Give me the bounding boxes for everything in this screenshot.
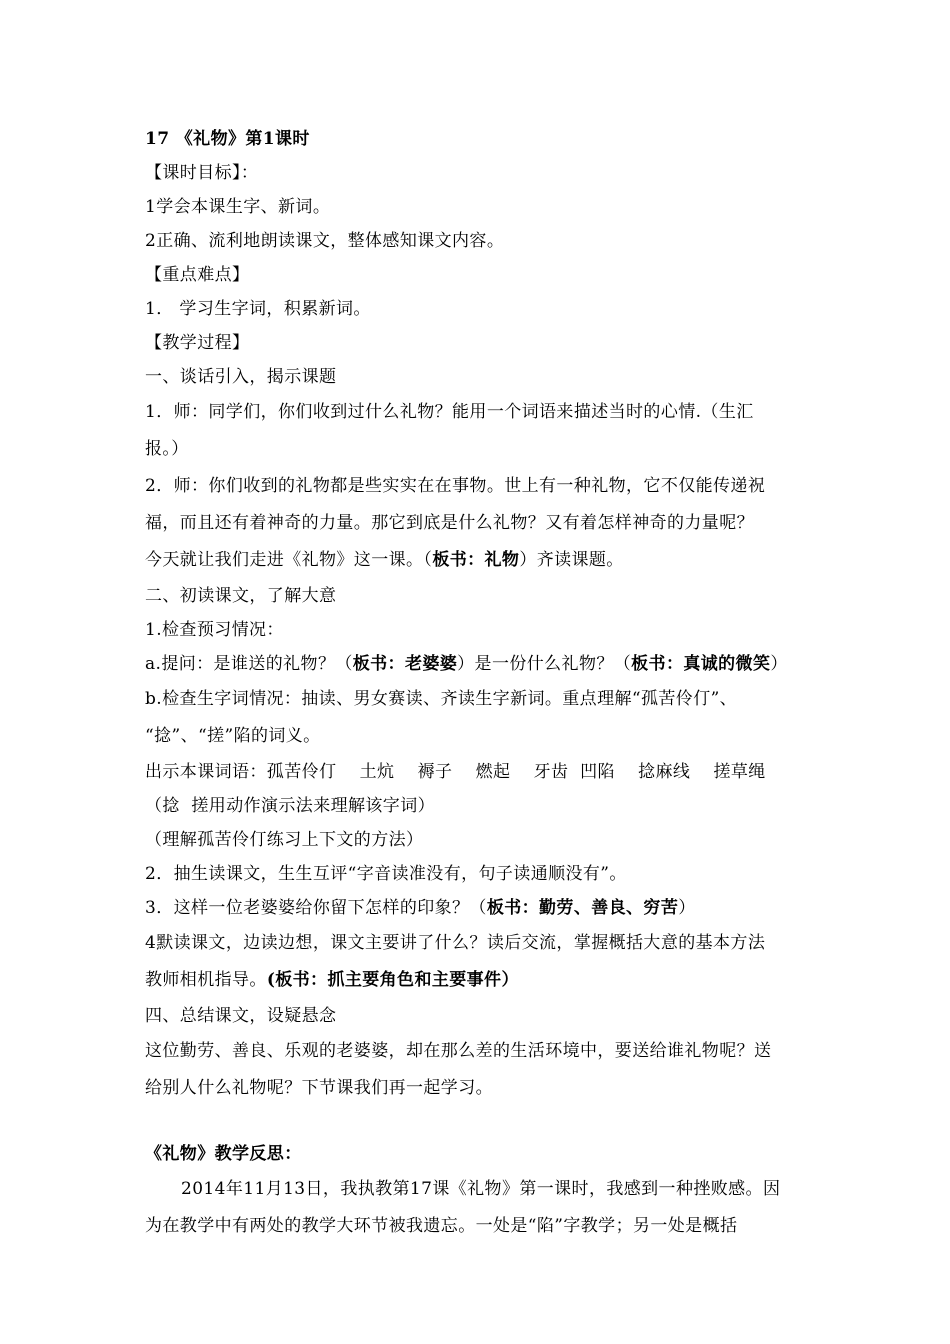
question-b-line-2: “捻”、“搓”陷的词义。 [145, 726, 321, 746]
summary-line-2: 给别人什么礼物呢？下节课我们再一起学习。 [145, 1078, 493, 1098]
item-2: 2．抽生读课文，生生互评“字音读准没有，句子读通顺没有”。 [145, 864, 627, 884]
paragraph-1-line-2: 报。） [145, 439, 189, 459]
text-segment: ）齐读课题。 [519, 550, 624, 570]
question-b-line-1: b.检查生字词情况：抽读、男女赛读、齐读生字新词。重点理解“孤苦伶仃”、 [145, 689, 738, 709]
note-2: （理解孤苦伶仃练习上下文的方法） [145, 830, 424, 850]
board-note: (板书：抓主要角色和主要事件） [266, 970, 519, 990]
text-segment: ）是一份什么礼物？（ [457, 654, 632, 674]
section-1-heading: 一、谈话引入，揭示课题 [145, 367, 337, 387]
reflection-heading: 《礼物》教学反思： [145, 1144, 302, 1164]
vocabulary-list: 出示本课词语：孤苦伶仃 土炕 褥子 燃起 牙齿 凹陷 捻麻线 搓草绳 [145, 762, 766, 782]
lesson-title: 17 《礼物》第1课时 [145, 129, 310, 149]
text-segment: ） [678, 898, 696, 918]
text-segment: a.提问：是谁送的礼物？（ [145, 654, 353, 674]
text-segment: 教师相机指导。 [145, 970, 267, 990]
text-segment: 3．这样一位老婆婆给你留下怎样的印象？（ [145, 898, 487, 918]
text-segment: ） [770, 654, 788, 674]
item-3 [145, 891, 810, 925]
board-note: 板书：礼物 [432, 550, 520, 570]
text-segment: 今天就让我们走进《礼物》这一课。（ [145, 550, 433, 570]
spacer [145, 1107, 810, 1137]
section-2-heading: 二、初读课文，了解大意 [145, 586, 337, 606]
paragraph-2-line-3 [145, 542, 810, 579]
goal-item-2: 2正确、流利地朗读课文，整体感知课文内容。 [145, 231, 505, 251]
summary-line-1: 这位勤劳、善良、乐观的老婆婆，却在那么差的生活环境中，要送给谁礼物呢？送 [145, 1041, 772, 1061]
paragraph-2-line-1: 2．师：你们收到的礼物都是些实实在在事物。世上有一种礼物，它不仅能传递祝 [145, 476, 766, 496]
item-4-line-2 [145, 962, 810, 999]
board-note: 板书：勤劳、善良、穷苦 [486, 898, 679, 918]
reflection-line-2: 为在教学中有两处的教学大环节被我遗忘。一处是“陷”字教学；另一处是概括 [145, 1216, 738, 1236]
key-heading: 【重点难点】 [145, 265, 250, 285]
note-1: （捻 搓用动作演示法来理解该字词） [145, 796, 436, 816]
paragraph-2-line-2: 福，而且还有着神奇的力量。那它到底是什么礼物？又有着怎样神奇的力量呢？ [145, 513, 754, 533]
reflection-line-1: 2014年11月13日，我执教第17课《礼物》第一课时，我感到一种挫败感。因 [181, 1179, 781, 1199]
item-4-line-1: 4默读课文，边读边想，课文主要讲了什么？读后交流，掌握概括大意的基本方法 [145, 933, 766, 953]
board-note: 板书：真诚的微笑 [631, 654, 771, 674]
goal-item-1: 1学会本课生字、新词。 [145, 197, 331, 217]
paragraph-1-line-1: 1．师：同学们，你们收到过什么礼物？能用一个词语来描述当时的心情.（生汇 [145, 402, 754, 422]
document-page [145, 122, 810, 1245]
question-a [145, 647, 810, 681]
key-item-1: 1． 学习生字词，积累新词。 [145, 299, 371, 319]
section-4-heading: 四、总结课文，设疑悬念 [145, 1006, 337, 1026]
goal-heading: 【课时目标】： [145, 163, 259, 183]
process-heading: 【教学过程】 [145, 333, 250, 353]
board-note: 板书：老婆婆 [352, 654, 458, 674]
check-heading: 1.检查预习情况： [145, 620, 284, 640]
